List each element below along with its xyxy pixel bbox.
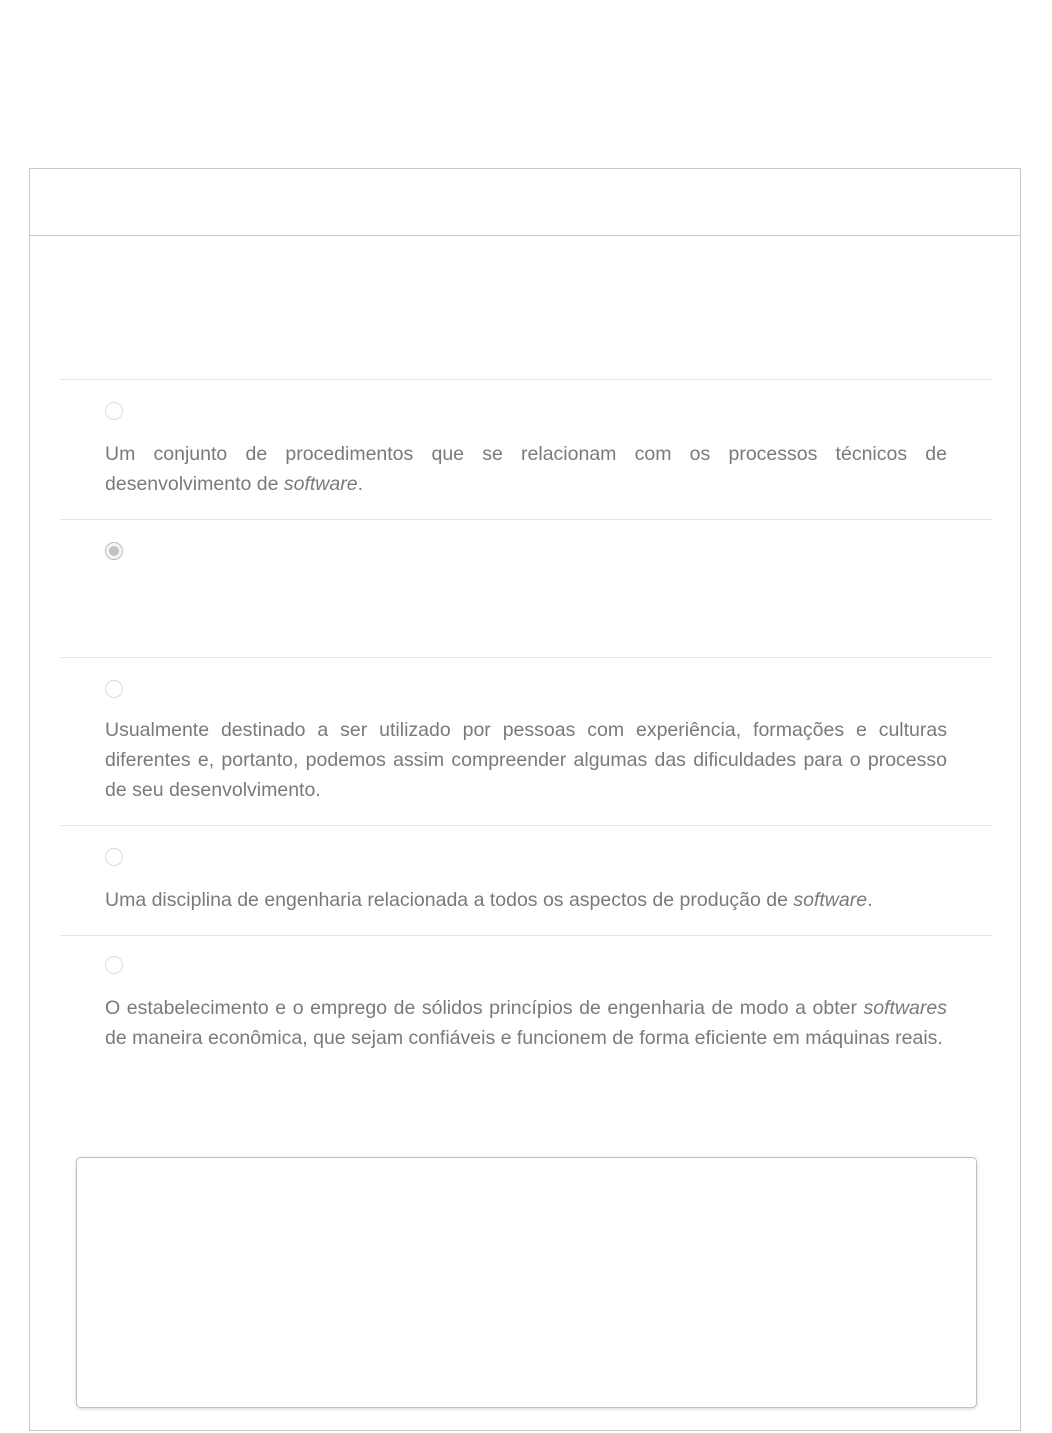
answer-option-c[interactable] <box>60 657 992 825</box>
question-card-header <box>30 169 1020 236</box>
answer-option-b[interactable] <box>60 519 992 657</box>
answer-option-a[interactable] <box>60 379 992 519</box>
radio-button-a[interactable] <box>105 402 123 420</box>
question-card <box>29 168 1021 1431</box>
answer-option-e[interactable] <box>60 935 992 1105</box>
answer-option-a-text: Um conjunto de procedimentos que se relacionam com os processos técnicos de desenvolvimento de software. <box>105 443 947 495</box>
answer-option-e-text: O estabelecimento e o emprego de sólidos princípios de engenharia de modo a obter softwares de maneira econômica, que sejam confiáveis e funcionem de forma eficiente em máquinas reais. <box>105 997 947 1049</box>
answer-option-c-text: Usualmente destinado a ser utilizado por pessoas com experiência, formações e culturas diferentes e, portanto, podemos assim compreender algumas das dificuldades para o processo de seu desenvolvimento. <box>105 719 947 801</box>
radio-button-d[interactable] <box>105 848 123 866</box>
answer-option-d-text: Uma disciplina de engenharia relacionada a todos os aspectos de produção de software. <box>105 889 873 911</box>
feedback-box <box>76 1157 977 1408</box>
radio-button-e[interactable] <box>105 956 123 974</box>
radio-button-b[interactable] <box>105 542 123 560</box>
answer-option-d[interactable] <box>60 825 992 935</box>
radio-button-c[interactable] <box>105 680 123 698</box>
radio-selected-dot <box>109 546 119 556</box>
